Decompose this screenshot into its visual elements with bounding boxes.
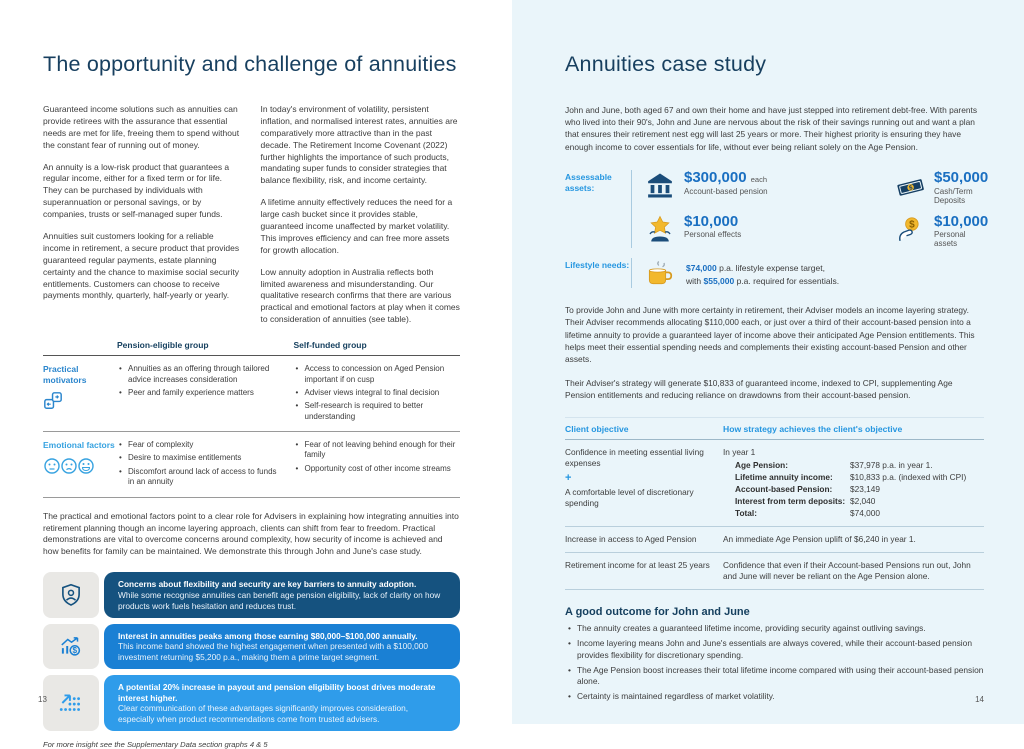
callout-income-band bbox=[43, 624, 460, 669]
callout-box bbox=[104, 572, 460, 617]
strategy-paragraph-2: Their Adviser's strategy will generate $10,833 of guaranteed income, indexed to CPI, supplementing Age Pension entitlements and reducing reliance on drawdowns from their account-based pension. bbox=[565, 378, 953, 401]
objective-text: Increase in access to Aged Pension bbox=[565, 533, 697, 544]
page-number: 13 bbox=[38, 695, 47, 704]
asset-personal-effects bbox=[644, 214, 894, 249]
outcome-bullets bbox=[565, 623, 984, 703]
table-row-practical bbox=[43, 356, 460, 432]
breakdown-item: Total: $74,000 bbox=[735, 507, 880, 518]
coin-hand-icon bbox=[894, 214, 926, 244]
asset-value: $10,000 bbox=[684, 212, 739, 230]
lifestyle-amount: $74,000 bbox=[686, 263, 717, 274]
strategy-row-3 bbox=[565, 553, 984, 590]
shield-person-icon bbox=[43, 572, 99, 617]
asset-label: Personal effects bbox=[684, 230, 742, 240]
paragraph: An annuity is a low-risk product that guarantees a regular income, either for a fixed term or for life. They can be purchased by individuals with superannuation or personal savings, or by companies, trusts or self-managed super funds. bbox=[43, 161, 230, 220]
case-study-intro: John and June, both aged 67 and own their home and have just stepped into retirement debt-free. With parents who lived into their 90's, John and June are nervous about the risk of their savings running out and want a plan that ensures their retirement nest egg will last 25 years or more. Their highest priority is ensuring they have enough income to cover essentials for life, without ever being reliant solely on the Age Pension. bbox=[565, 105, 978, 152]
strategy-table-header bbox=[565, 418, 984, 440]
callout-body: While some recognise annuities can benefit age pension eligibility, lack of clarity on how products work fuels hesitation and reduces trust. bbox=[118, 590, 441, 611]
outcome-heading: A good outcome for John and June bbox=[565, 606, 750, 619]
page-14 bbox=[512, 0, 1024, 724]
callout-body: This income band showed the highest engagement when presented with a $100,000 investment returning $5,200 p.a., making them a prime target segment. bbox=[118, 641, 428, 663]
paragraph: A lifetime annuity effectively reduces the need for a large cash bucket since it provides stable, guaranteed income unaffected by market volatility. This improves efficiency and can free more assets for growth allocation. bbox=[260, 197, 453, 255]
coffee-mug-icon bbox=[644, 258, 676, 288]
page-number: 14 bbox=[975, 695, 984, 704]
column-header-self-funded: Self-funded group bbox=[293, 340, 367, 351]
row-label: Emotional factors bbox=[43, 440, 115, 451]
result-text: Confidence that even if their Account-based Pensions run out, John and June will never be reliant on the Age Pension alone. bbox=[723, 559, 971, 582]
chart-growth-icon bbox=[43, 624, 99, 669]
row-label: Practical motivators bbox=[43, 364, 87, 385]
objective-text: Confidence in meeting essential living expenses bbox=[565, 446, 704, 468]
svg-text:$: $ bbox=[909, 219, 915, 230]
asset-value: $300,000 bbox=[684, 168, 747, 186]
breakdown-item: Lifetime annuity income: $10,833 p.a. (indexed with CPI) bbox=[735, 471, 967, 482]
bullet: • Access to concession on Aged Pension important if on cusp bbox=[294, 364, 461, 385]
star-hands-icon bbox=[644, 214, 676, 244]
outcome-section bbox=[565, 606, 984, 703]
page-title: Annuities case study bbox=[565, 52, 767, 76]
bullet: • Certainty is maintained regardless of market volatility. bbox=[565, 691, 984, 703]
growth-dots-icon bbox=[43, 675, 99, 731]
asset-label: Cash/Term Deposits bbox=[934, 186, 973, 205]
callout-box bbox=[104, 624, 460, 669]
asset-value: $50,000 bbox=[934, 168, 989, 186]
breakdown-item: Account-based Pension: $23,149 bbox=[735, 483, 880, 494]
callout-title: Interest in annuities peaks among those earning $80,000–$100,000 annually. bbox=[118, 630, 418, 641]
self-funded-bullets bbox=[294, 440, 461, 474]
objective-text: Retirement income for at least 25 years bbox=[565, 559, 710, 570]
essentials-amount: $55,000 bbox=[703, 275, 735, 286]
bullet: • The Age Pension boost increases their total lifetime income compared with using their account-based pension alone. bbox=[565, 665, 984, 689]
bullet: • Fear of complexity bbox=[117, 440, 284, 450]
breakdown-item: Age Pension: $37,978 p.a. in year 1. bbox=[735, 459, 933, 470]
factors-table-header bbox=[43, 340, 460, 356]
strategy-row-2 bbox=[565, 527, 984, 553]
bullet: • Self-research is required to better understanding bbox=[294, 401, 461, 422]
assessable-assets-row bbox=[565, 168, 989, 249]
callout-payout-increase bbox=[43, 675, 460, 731]
bullet: • The annuity creates a guaranteed lifetime income, providing security against outliving savings. bbox=[565, 623, 984, 635]
asset-account-based-pension bbox=[644, 170, 894, 205]
asset-suffix: each bbox=[750, 174, 768, 184]
bullet: • Peer and family experience matters bbox=[117, 388, 284, 398]
callout-body: Clear communication of these advantages significantly improves consideration, especially when product recommendations come from trusted advisers. bbox=[118, 703, 409, 725]
summary-paragraph: The practical and emotional factors point to a clear role for Advisers in explaining how integrating annuities into retirement planning though an income layering approach, clients can shift from fear to freedom. Practical demonstrations are vital to overcome concerns around complexity, how security of income is achieved and how benefits for family can be maintained. We demonstrate this through John and June's case study. bbox=[43, 510, 459, 557]
assessable-assets-label: Assessable assets: bbox=[565, 171, 612, 193]
paragraph: Low annuity adoption in Australia reflects both limited awareness and misunderstanding. Our qualitative research confirms that there are various practical and emotional factors at play when it comes to consideration of annuities (see table). bbox=[260, 266, 460, 325]
paragraph: Annuities suit customers looking for a reliable income in retirement, a secure product that provides guaranteed regular payments, estate planning certainty and the chance to maximise social security entitlements. Customers can choose to receive payments monthly, quarterly, half-yearly or yearly. bbox=[43, 231, 240, 301]
footnote: For more insight see the Supplementary Data section graphs 4 & 5 bbox=[43, 740, 268, 749]
callout-barriers bbox=[43, 572, 460, 617]
asset-personal-assets bbox=[894, 214, 988, 249]
paragraph: In today's environment of volatility, persistent inflation, and normalised interest rates, annuities are comparatively more attractive than in the past decade. The Retirement Income Covenant (2022) further highlights the importance of such products, mandating super funds to consider strategies that balance flexibility, risk, and income certainty. bbox=[260, 104, 458, 186]
lifestyle-needs-text: $74,000 p.a. lifestyle expense target, with $55,000 p.a. required for essentials. bbox=[686, 263, 840, 286]
intro-column-2 bbox=[261, 104, 461, 336]
lifestyle-needs-row bbox=[565, 258, 984, 288]
objective-text: A comfortable level of discretionary spending bbox=[565, 486, 694, 509]
column-header-how-strategy: How strategy achieves the client's objective bbox=[723, 423, 903, 434]
table-row-emotional bbox=[43, 432, 460, 498]
strategy-paragraph-1: To provide John and June with more certainty in retirement, their Adviser models an income layering strategy. Their Adviser recommends allocating $110,000 each, or just over a third of their account-based pension into a lifetime annuity to provide a guaranteed layer of income above their anticipated Age Pension entitlements. This helps meet their essential spending needs and complements their existing account-based Pension and other assets. bbox=[565, 305, 975, 364]
pension-eligible-bullets bbox=[117, 440, 284, 488]
swap-boxes-icon bbox=[43, 391, 117, 411]
asset-label: Personal assets bbox=[934, 230, 966, 249]
intro-columns bbox=[43, 104, 460, 336]
emoji-faces-icon bbox=[43, 457, 117, 475]
bullet: • Adviser views integral to final decision bbox=[294, 388, 461, 398]
intro-column-1 bbox=[43, 104, 243, 336]
paragraph: Guaranteed income solutions such as annuities can provide retirees with the assurance that essential needs are met for life, freeing them to spend without the constant fear of running out of money. bbox=[43, 104, 240, 150]
strategy-table bbox=[565, 417, 984, 591]
year-intro: In year 1 bbox=[723, 446, 756, 457]
asset-label: Account-based pension bbox=[684, 186, 768, 196]
bullet: • Desire to maximise entitlements bbox=[117, 453, 284, 463]
year-breakdown bbox=[723, 459, 984, 519]
asset-value: $10,000 bbox=[934, 212, 989, 230]
svg-text:$: $ bbox=[72, 646, 78, 656]
bullet: • Income layering means John and June's essentials are always covered, while their account-based pension provides flexibility for discretionary spending. bbox=[565, 638, 984, 662]
banknote-icon bbox=[894, 170, 926, 200]
result-text: An immediate Age Pension uplift of $6,240 in year 1. bbox=[723, 533, 916, 544]
callout-title: A potential 20% increase in payout and pension eligibility boost drives moderate interest higher. bbox=[118, 681, 436, 703]
bullet: • Discomfort around lack of access to funds in an annuity bbox=[117, 467, 284, 488]
svg-text:$: $ bbox=[908, 184, 914, 192]
asset-cash-term-deposits bbox=[894, 170, 988, 205]
factors-table bbox=[43, 340, 460, 498]
column-header-pension-eligible: Pension-eligible group bbox=[117, 340, 209, 351]
page-title: The opportunity and challenge of annuities bbox=[43, 52, 457, 76]
strategy-row-1 bbox=[565, 440, 984, 527]
bank-icon bbox=[644, 170, 676, 200]
breakdown-item: Interest from term deposits: $2,040 bbox=[735, 495, 876, 506]
lifestyle-needs-label: Lifestyle needs: bbox=[565, 260, 630, 271]
plus-sign: + bbox=[565, 471, 572, 484]
callouts bbox=[43, 572, 460, 731]
pension-eligible-bullets bbox=[117, 364, 284, 398]
bullet: • Opportunity cost of other income streams bbox=[294, 464, 461, 474]
assets-panel bbox=[565, 168, 989, 289]
self-funded-bullets bbox=[294, 364, 461, 422]
callout-title: Concerns about flexibility and security are key barriers to annuity adoption. bbox=[118, 579, 417, 590]
column-header-client-objective: Client objective bbox=[565, 423, 629, 434]
bullet: • Annuities as an offering through tailored advice increases consideration bbox=[117, 364, 284, 385]
bullet: • Fear of not leaving behind enough for their family bbox=[294, 440, 461, 461]
callout-box bbox=[104, 675, 460, 731]
